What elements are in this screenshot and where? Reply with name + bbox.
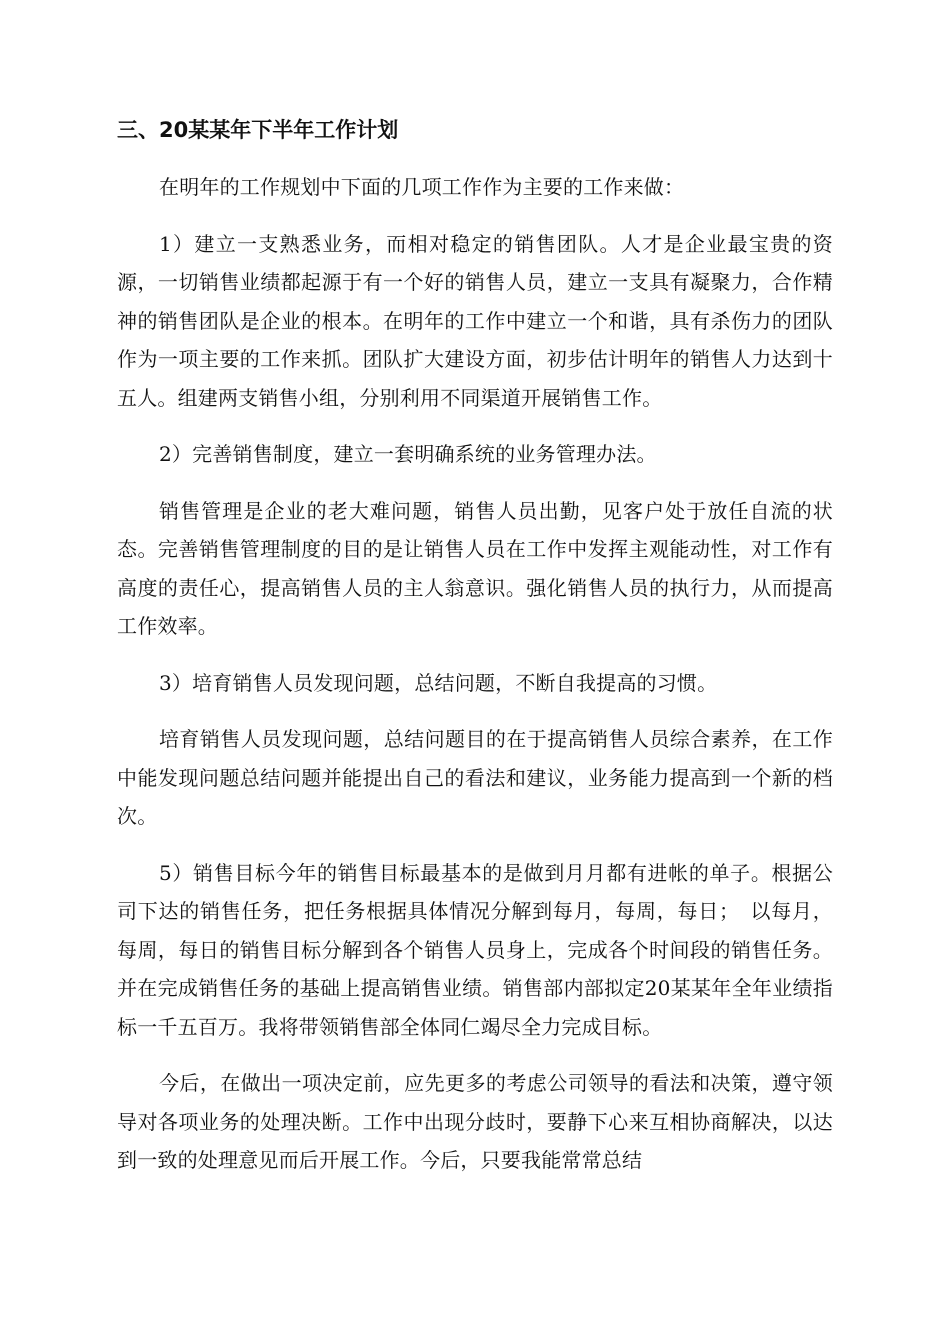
plan-item-1-paragraph: 1）建立一支熟悉业务，而相对稳定的销售团队。人才是企业最宝贵的资源，一切销售业绩都起源于有一个好的销售人员，建立一支具有凝聚力，合作精神的销售团队是企业的根本。在明年的工作中建立一个和谐，具有杀伤力的团队作为一项主要的工作来抓。团队扩大建设方面，初步估计明年的销售人力达到十五人。组建两支销售小组，分别利用不同渠道开展销售工作。 (117, 231, 833, 410)
plan-item-3-detail-paragraph: 培育销售人员发现问题，总结问题目的在于提高销售人员综合素养，在工作中能发现问题总结问题并能提出自己的看法和建议，业务能力提高到一个新的档次。 (117, 727, 833, 828)
plan-item-2-detail-paragraph: 销售管理是企业的老大难问题，销售人员出勤，见客户处于放任自流的状态。完善销售管理制度的目的是让销售人员在工作中发挥主观能动性，对工作有高度的责任心，提高销售人员的主人翁意识。强化销售人员的执行力，从而提高工作效率。 (117, 498, 833, 638)
section-heading: 三、20某某年下半年工作计划 (117, 118, 399, 142)
plan-item-5-paragraph: 5）销售目标今年的销售目标最基本的是做到月月都有进帐的单子。根据公司下达的销售任务，把任务根据具体情况分解到每月，每周，每日； 以每月，每周，每日的销售目标分解到各个销售人员身上，完成各个时间段的销售任务。并在完成销售任务的基础上提高销售业绩。销售部内部拟定20某某年全年业绩指标一千五百万。我将带领销售部全体同仁竭尽全力完成目标。 (117, 860, 833, 1039)
plan-item-3-paragraph: 3）培育销售人员发现问题，总结问题，不断自我提高的习惯。 (159, 670, 718, 695)
intro-paragraph: 在明年的工作规划中下面的几项工作作为主要的工作来做： (159, 175, 685, 199)
plan-item-2-paragraph: 2）完善销售制度，建立一套明确系统的业务管理办法。 (159, 442, 657, 466)
closing-paragraph: 今后，在做出一项决定前，应先更多的考虑公司领导的看法和决策，遵守领导对各项业务的处理决断。工作中出现分歧时，要静下心来互相协商解决，以达到一致的处理意见而后开展工作。今后，只要我能常常总结 (117, 1071, 833, 1172)
document-page (117, 112, 833, 1198)
